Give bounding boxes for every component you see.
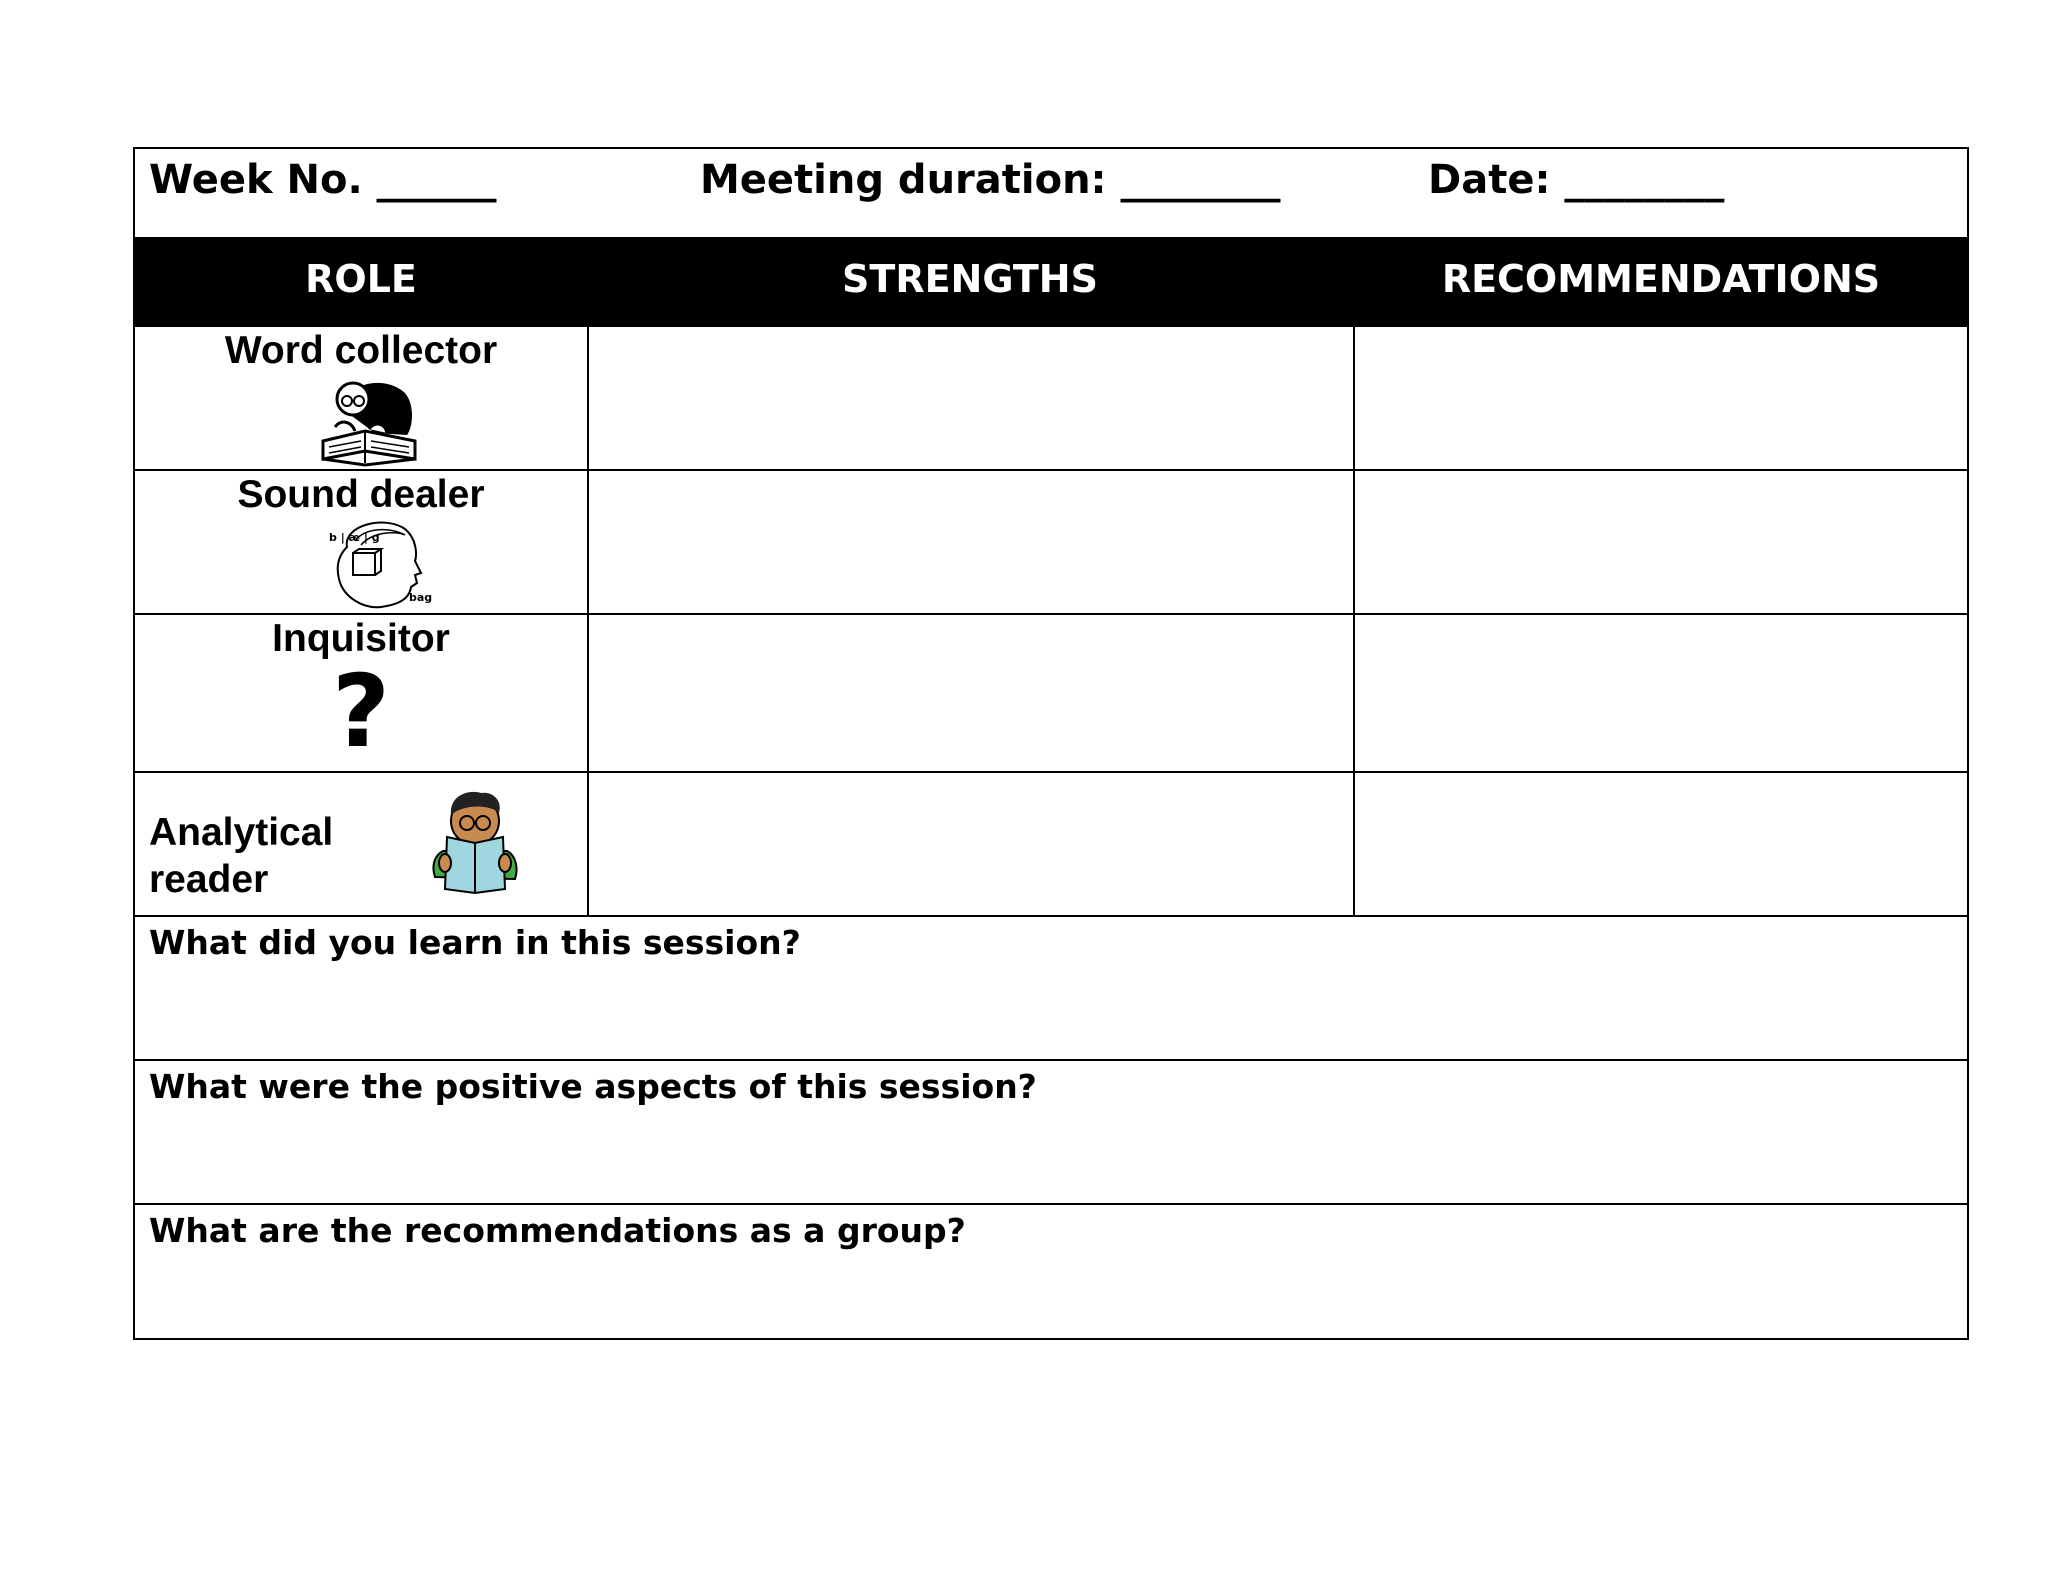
question-learned: What did you learn in this session? xyxy=(149,923,801,962)
week-field[interactable]: Week No. ______ xyxy=(149,157,497,203)
column-header-role: ROLE xyxy=(305,257,417,301)
role-row-word-collector xyxy=(135,325,1967,469)
column-header-recommendations: RECOMMENDATIONS xyxy=(1441,257,1881,301)
cell-divider xyxy=(587,773,589,915)
role-name-line-2: reader xyxy=(149,858,269,901)
cell-divider xyxy=(587,615,589,771)
question-group-recommendations: What are the recommendations as a group? xyxy=(149,1211,966,1250)
phonetic-label: b | æ | g xyxy=(329,531,380,544)
question-row-learned[interactable] xyxy=(135,915,1967,1059)
boy-reading-icon xyxy=(425,785,525,897)
meeting-duration-field[interactable]: Meeting duration: ________ xyxy=(700,157,1281,203)
cell-divider xyxy=(1353,615,1355,771)
role-name xyxy=(149,809,333,903)
role-evaluation-form xyxy=(133,147,1969,1340)
cell-divider xyxy=(1353,773,1355,915)
question-positive-aspects: What were the positive aspects of this session? xyxy=(149,1067,1037,1106)
column-header-strengths: STRENGTHS xyxy=(842,257,1098,301)
cell-divider xyxy=(587,327,589,469)
role-row-sound-dealer xyxy=(135,469,1967,613)
form-header xyxy=(135,149,1967,237)
role-name: Inquisitor xyxy=(272,617,450,660)
cell-divider xyxy=(1353,471,1355,613)
reading-book-icon xyxy=(315,371,425,467)
cell-divider xyxy=(587,471,589,613)
role-row-inquisitor xyxy=(135,613,1967,771)
question-row-group-recommendations[interactable] xyxy=(135,1203,1967,1338)
word-label: bag xyxy=(409,591,433,604)
cell-divider xyxy=(1353,327,1355,469)
question-row-positive-aspects[interactable] xyxy=(135,1059,1967,1203)
date-field[interactable]: Date: ________ xyxy=(1428,157,1725,203)
role-name: Sound dealer xyxy=(237,473,485,516)
column-header-row xyxy=(135,237,1967,325)
role-name: Word collector xyxy=(224,329,498,372)
role-name-line-1: Analytical xyxy=(149,811,334,854)
role-row-analytical-reader xyxy=(135,771,1967,915)
question-mark-icon: ? xyxy=(331,653,390,770)
head-phonetics-icon xyxy=(325,517,445,613)
